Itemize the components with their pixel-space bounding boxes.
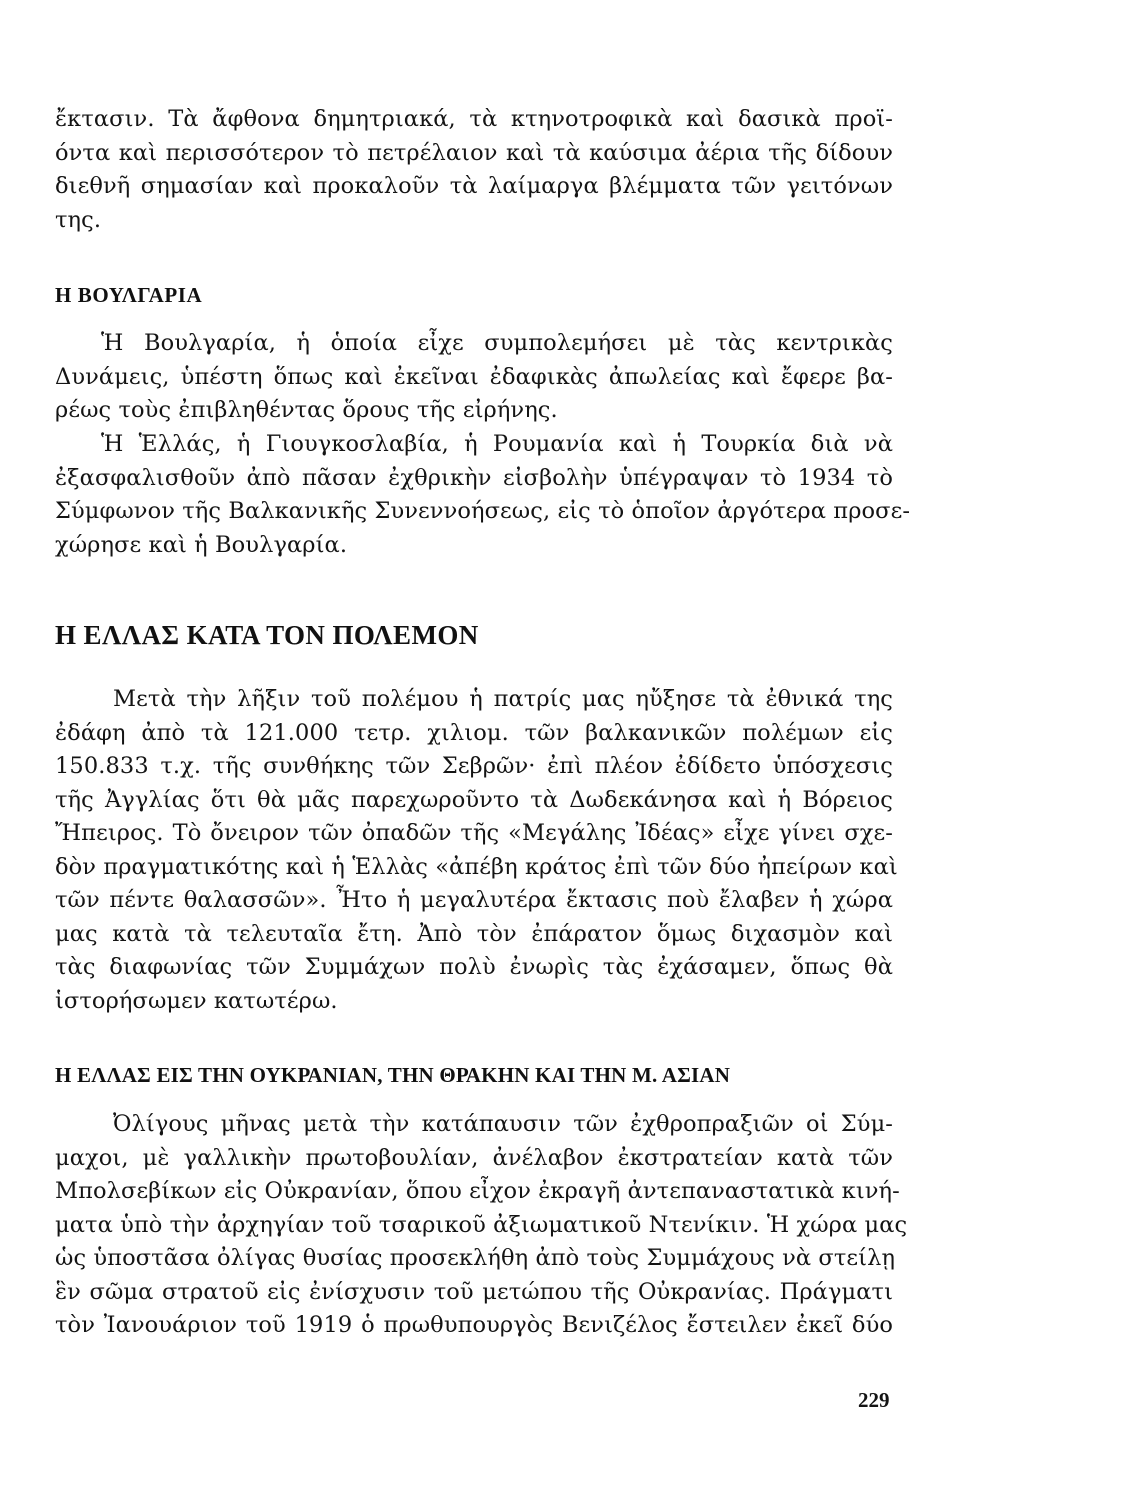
text-line: τὰς διαφωνίας τῶν Συμμάχων πολὺ ἐνωρὶς τὰς ἐχάσαμεν, ὅπως θὰ — [55, 954, 893, 980]
text-line: τῶν πέντε θαλασσῶν». Ἦτο ἡ μεγαλυτέρα ἔκτασις ποὺ ἔλαβεν ἡ χώρα — [55, 887, 893, 913]
text-line: Ἡ Βουλγαρία, ἡ ὁποία εἶχε συμπολεμήσει μὲ τὰς κεντρικὰς — [101, 330, 893, 356]
paragraph-bulgaria-2 — [55, 428, 911, 562]
section-heading-ukraine: Η ΕΛΛΑΣ ΕΙΣ ΤΗΝ ΟΥΚΡΑΝΙΑΝ, ΤΗΝ ΘΡΑΚΗΝ ΚΑΙ ΤΗΝ Μ. ΑΣΙΑΝ — [55, 1063, 731, 1087]
text-line: ὡς ὑποστᾶσα ὀλίγας θυσίας προσεκλήθη ἀπὸ τοὺς Συμμάχους νὰ στείλῃ — [55, 1245, 896, 1271]
text-line: τὸν Ἰανουάριον τοῦ 1919 ὁ πρωθυπουργὸς Βενιζέλος ἔστειλεν ἐκεῖ δύο — [55, 1312, 893, 1338]
section-heading-war: Η ΕΛΛΑΣ ΚΑΤΑ ΤΟΝ ΠΟΛΕΜΟΝ — [55, 620, 479, 650]
paragraph-war — [55, 683, 898, 1018]
text-line: Ἡ Ἑλλάς, ἡ Γιουγκοσλαβία, ἡ Ρουμανία καὶ ἡ Τουρκία διὰ νὰ — [101, 431, 893, 457]
text-line: Ὀλίγους μῆνας μετὰ τὴν κατάπαυσιν τῶν ἐχθροπραξιῶν οἱ Σύμ- — [113, 1111, 893, 1137]
text-line: ἔκτασιν. Τὰ ἄφθονα δημητριακά, τὰ κτηνοτροφικὰ καὶ δασικὰ προϊ- — [55, 106, 893, 132]
text-line: Μετὰ τὴν λῆξιν τοῦ πολέμου ἡ πατρίς μας ηὔξησε τὰ ἐθνικά της — [113, 686, 893, 712]
paragraph-bulgaria-1 — [55, 327, 893, 428]
text-line: ἓν σῶμα στρατοῦ εἰς ἐνίσχυσιν τοῦ μετώπου τῆς Οὐκρανίας. Πράγματι — [55, 1278, 893, 1305]
text-line: τῆς Ἀγγλίας ὅτι θὰ μᾶς παρεχωροῦντο τὰ Δωδεκάνησα καὶ ἡ Βόρειος — [55, 786, 893, 813]
text-line: μαχοι, μὲ γαλλικὴν πρωτοβουλίαν, ἀνέλαβον ἐκστρατείαν κατὰ τῶν — [55, 1144, 893, 1171]
text-line: μας κατὰ τὰ τελευταῖα ἔτη. Ἀπὸ τὸν ἐπάρατον ὅμως διχασμὸν καὶ — [55, 920, 893, 947]
text-line: όντα καὶ περισσότερον τὸ πετρέλαιον καὶ τὰ καύσιμα ἀέρια τῆς δίδουν — [55, 139, 893, 166]
text-line: 150.833 τ.χ. τῆς συνθήκης τῶν Σεβρῶν· ἐπὶ πλέον ἐδίδετο ὑπόσχεσις — [55, 753, 893, 779]
section-heading-bulgaria: Η ΒΟΥΛΓΑΡΙΑ — [55, 283, 203, 307]
paragraph-ukraine — [55, 1108, 908, 1343]
text-line: της. — [55, 206, 102, 233]
text-line: ματα ὑπὸ τὴν ἀρχηγίαν τοῦ τσαρικοῦ ἀξιωματικοῦ Ντενίκιν. Ἡ χώρα μας — [55, 1211, 908, 1238]
text-line: Ἤπειρος. Τὸ ὄνειρον τῶν ὀπαδῶν τῆς «Μεγάλης Ἰδέας» εἶχε γίνει σχε- — [55, 820, 893, 846]
text-line: διεθνῆ σημασίαν καὶ προκαλοῦν τὰ λαίμαργα βλέμματα τῶν γειτόνων — [55, 173, 893, 199]
text-line: ἱστορήσωμεν κατωτέρω. — [55, 987, 338, 1014]
text-line: Δυνάμεις, ὑπέστη ὅπως καὶ ἐκεῖναι ἐδαφικὰς ἀπωλείας καὶ ἔφερε βα- — [55, 363, 893, 390]
text-line: ρέως τοὺς ἐπιβληθέντας ὅρους τῆς εἰρήνης. — [55, 397, 558, 423]
text-line: δὸν πραγματικότης καὶ ἡ Ἑλλὰς «ἀπέβη κράτος ἐπὶ τῶν δύο ἠπείρων καὶ — [55, 853, 898, 880]
text-line: ἐδάφη ἀπὸ τὰ 121.000 τετρ. χιλιομ. τῶν βαλκανικῶν πολέμων εἰς — [55, 719, 893, 746]
paragraph-intro — [55, 103, 893, 237]
text-line: χώρησε καὶ ἡ Βουλγαρία. — [55, 531, 348, 558]
text-line: ἐξασφαλισθοῦν ἀπὸ πᾶσαν ἐχθρικὴν εἰσβολὴν ὑπέγραψαν τὸ 1934 τὸ — [55, 464, 893, 491]
text-line: Μπολσεβίκων εἰς Οὐκρανίαν, ὅπου εἶχον ἐκραγῆ ἀντεπαναστατικὰ κινή- — [55, 1178, 900, 1204]
page-number: 229 — [858, 1388, 890, 1412]
text-line: Σύμφωνον τῆς Βαλκανικῆς Συνεννοήσεως, εἰς τὸ ὁποῖον ἀργότερα προσε- — [55, 498, 911, 524]
